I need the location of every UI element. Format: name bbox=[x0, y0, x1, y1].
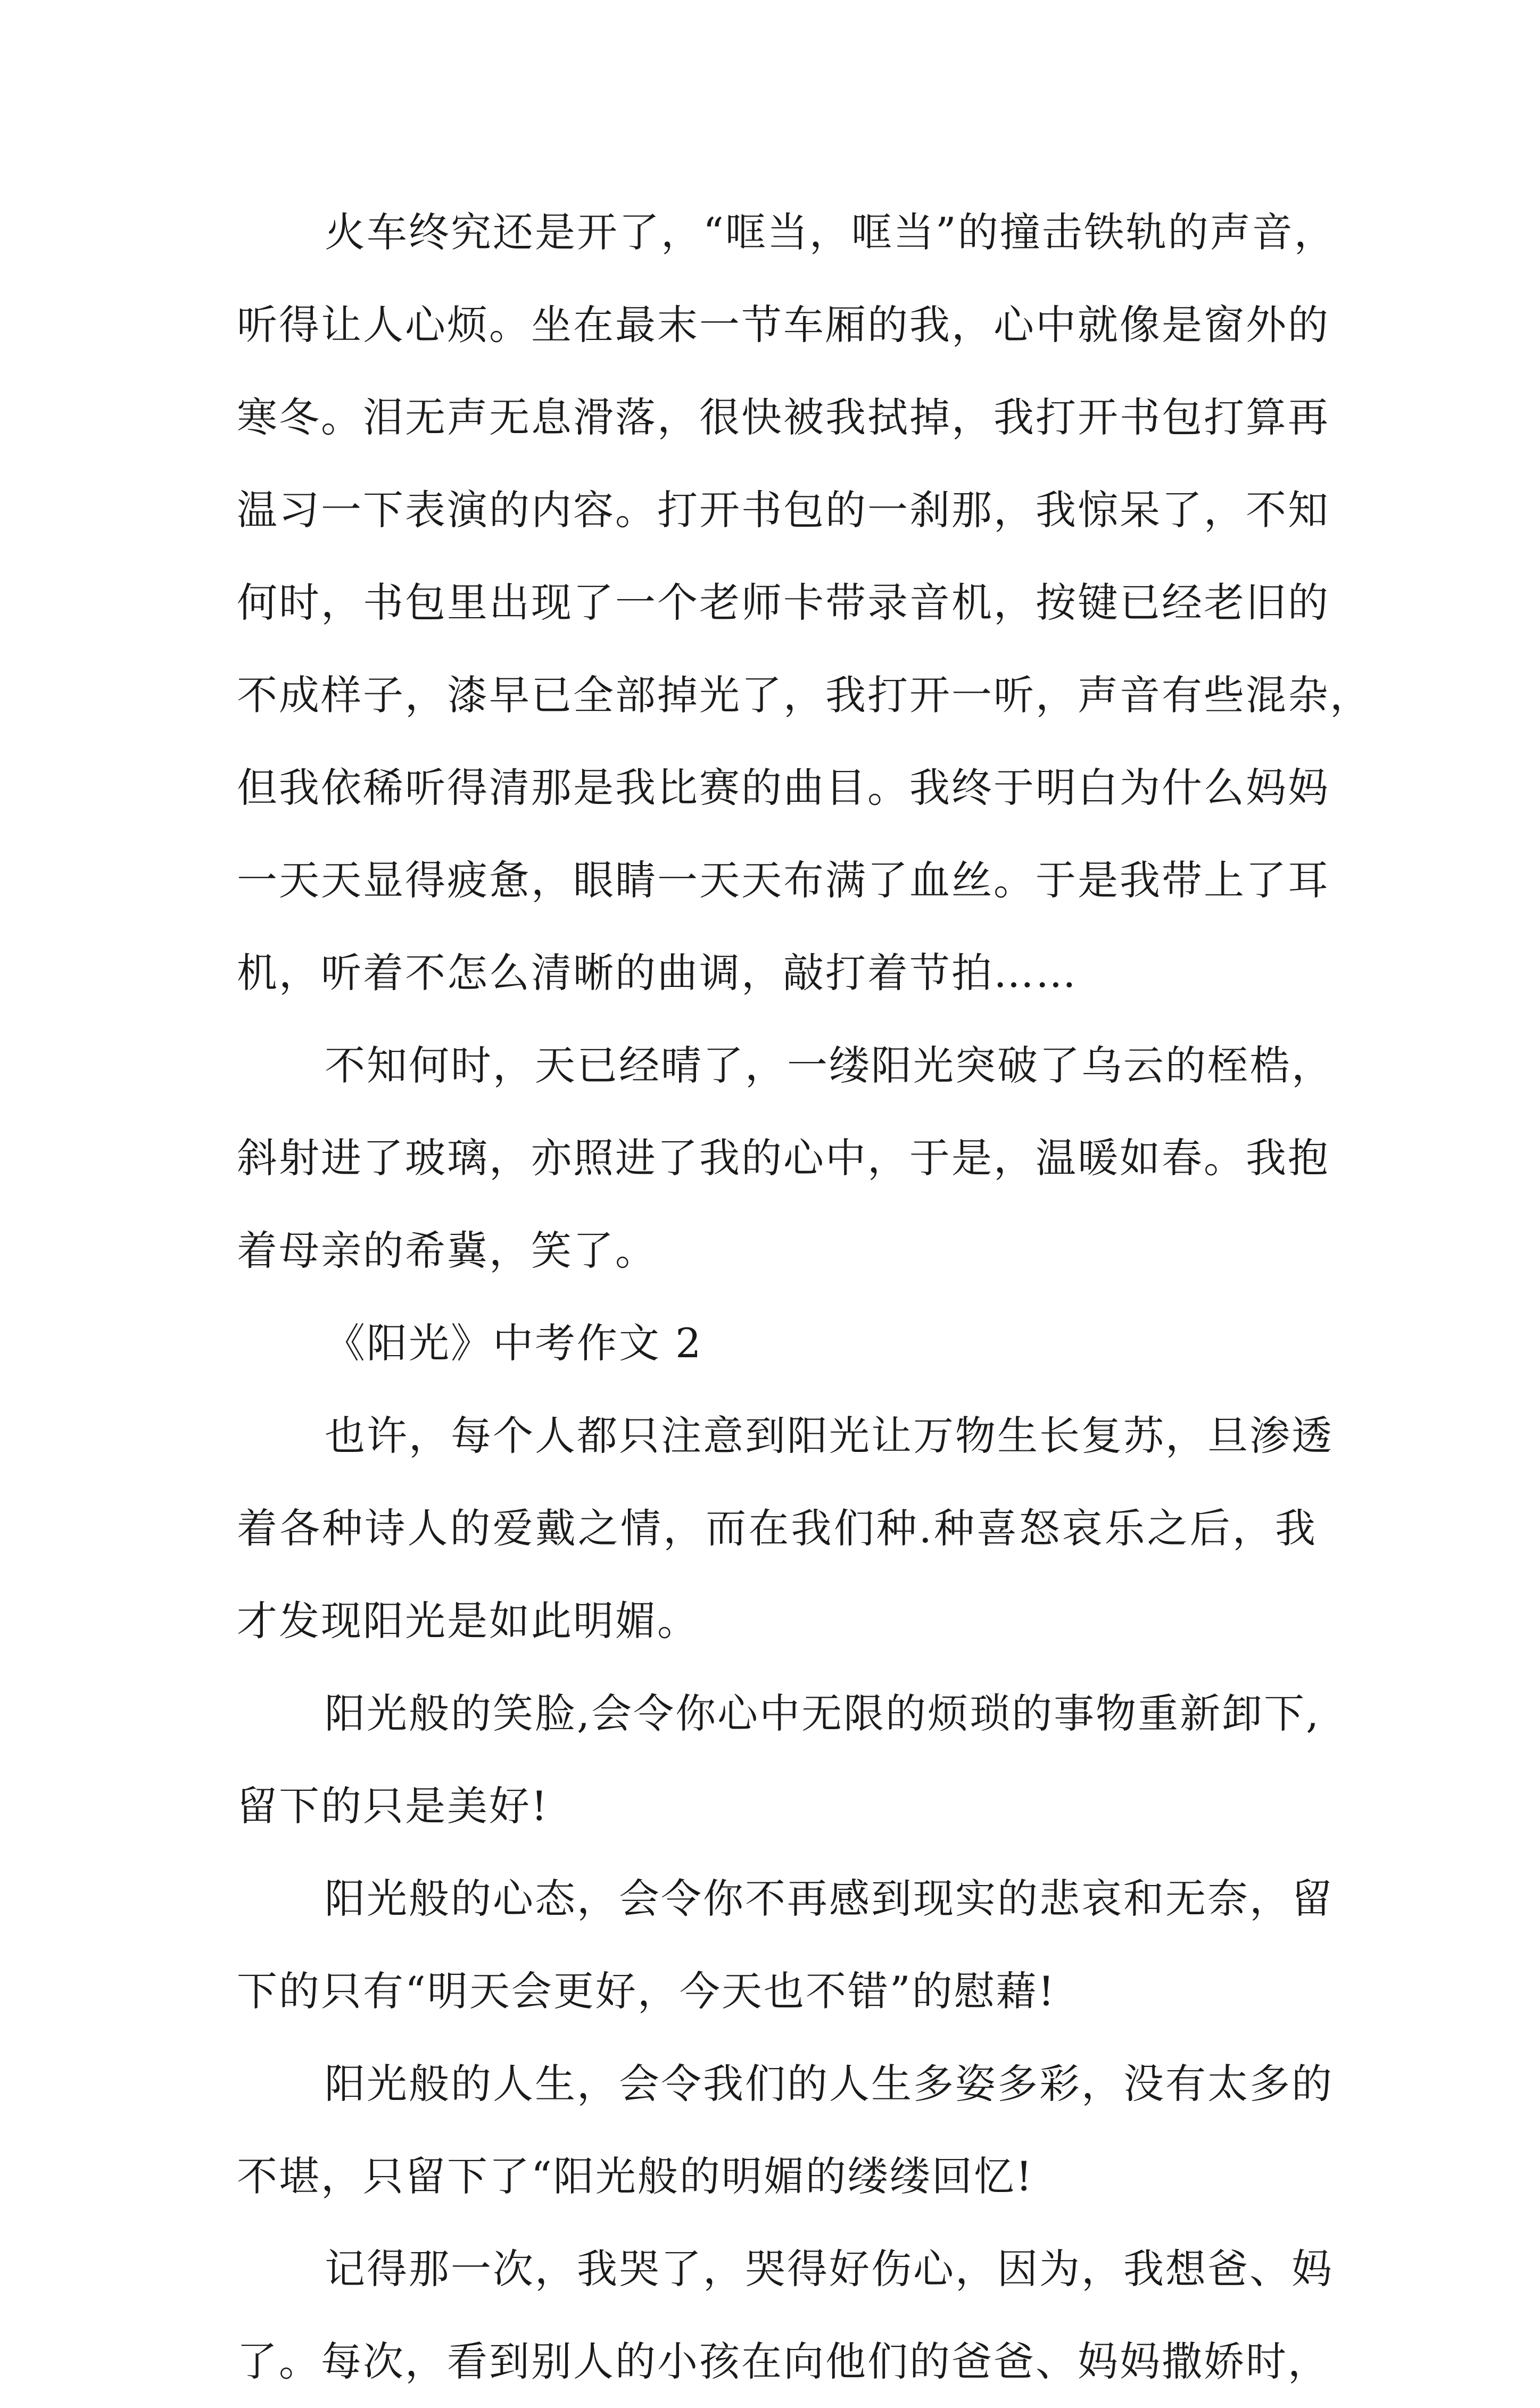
text-line: 火车终究还是开了，“哐当，哐当”的撞击铁轨的声音， bbox=[325, 209, 1336, 256]
text-line: 才发现阳光是如此明媚。 bbox=[237, 1597, 699, 1645]
text-line: 阳光般的心态，会令你不再感到现实的悲哀和无奈，留 bbox=[325, 1875, 1334, 1922]
text-line: 下的只有“明天会更好，今天也不错”的慰藉! bbox=[237, 1967, 1056, 2015]
text-line: 记得那一次，我哭了，哭得好伤心，因为，我想爸、妈 bbox=[325, 2245, 1334, 2293]
section-heading: 《阳光》中考作文 2 bbox=[325, 1319, 703, 1367]
text-line: 寒冬。泪无声无息滑落，很快被我拭掉，我打开书包打算再 bbox=[237, 394, 1330, 441]
text-line: 着母亲的希冀，笑了。 bbox=[237, 1227, 657, 1274]
text-line: 但我依稀听得清那是我比赛的曲目。我终于明白为什么妈妈 bbox=[237, 764, 1330, 811]
text-line: 阳光般的人生，会令我们的人生多姿多彩，没有太多的 bbox=[325, 2060, 1334, 2107]
text-line: 不堪，只留下了“阳光般的明媚的缕缕回忆! bbox=[237, 2153, 1034, 2200]
text-line: 着各种诗人的爱戴之情，而在我们种.种喜怒哀乐之后，我 bbox=[237, 1505, 1317, 1552]
text-line: 何时，书包里出现了一个老师卡带录音机，按键已经老旧的 bbox=[237, 579, 1330, 626]
essay-text bbox=[237, 186, 1372, 2408]
text-line: 不成样子，漆早已全部掉光了，我打开一听，声音有些混杂， bbox=[237, 671, 1372, 719]
text-line: 不知何时，天已经晴了，一缕阳光突破了乌云的桎梏， bbox=[325, 1042, 1334, 1089]
text-line: 了。每次，看到别人的小孩在向他们的爸爸、妈妈撒娇时， bbox=[237, 2338, 1330, 2385]
text-line: 一天天显得疲惫，眼睛一天天布满了血丝。于是我带上了耳 bbox=[237, 857, 1330, 904]
text-line: 温习一下表演的内容。打开书包的一刹那，我惊呆了，不知 bbox=[237, 486, 1330, 534]
text-line: 机，听着不怎么清晰的曲调，敲打着节拍…… bbox=[237, 949, 1078, 997]
text-line: 留下的只是美好! bbox=[237, 1782, 549, 1830]
text-line: 听得让人心烦。坐在最末一节车厢的我，心中就像是窗外的 bbox=[237, 301, 1330, 348]
text-line: 阳光般的笑脸,会令你心中无限的烦琐的事物重新卸下, bbox=[325, 1690, 1321, 1737]
text-line: 斜射进了玻璃，亦照进了我的心中，于是，温暖如春。我抱 bbox=[237, 1134, 1330, 1182]
text-line: 也许，每个人都只注意到阳光让万物生长复苏，旦渗透 bbox=[325, 1412, 1334, 1459]
